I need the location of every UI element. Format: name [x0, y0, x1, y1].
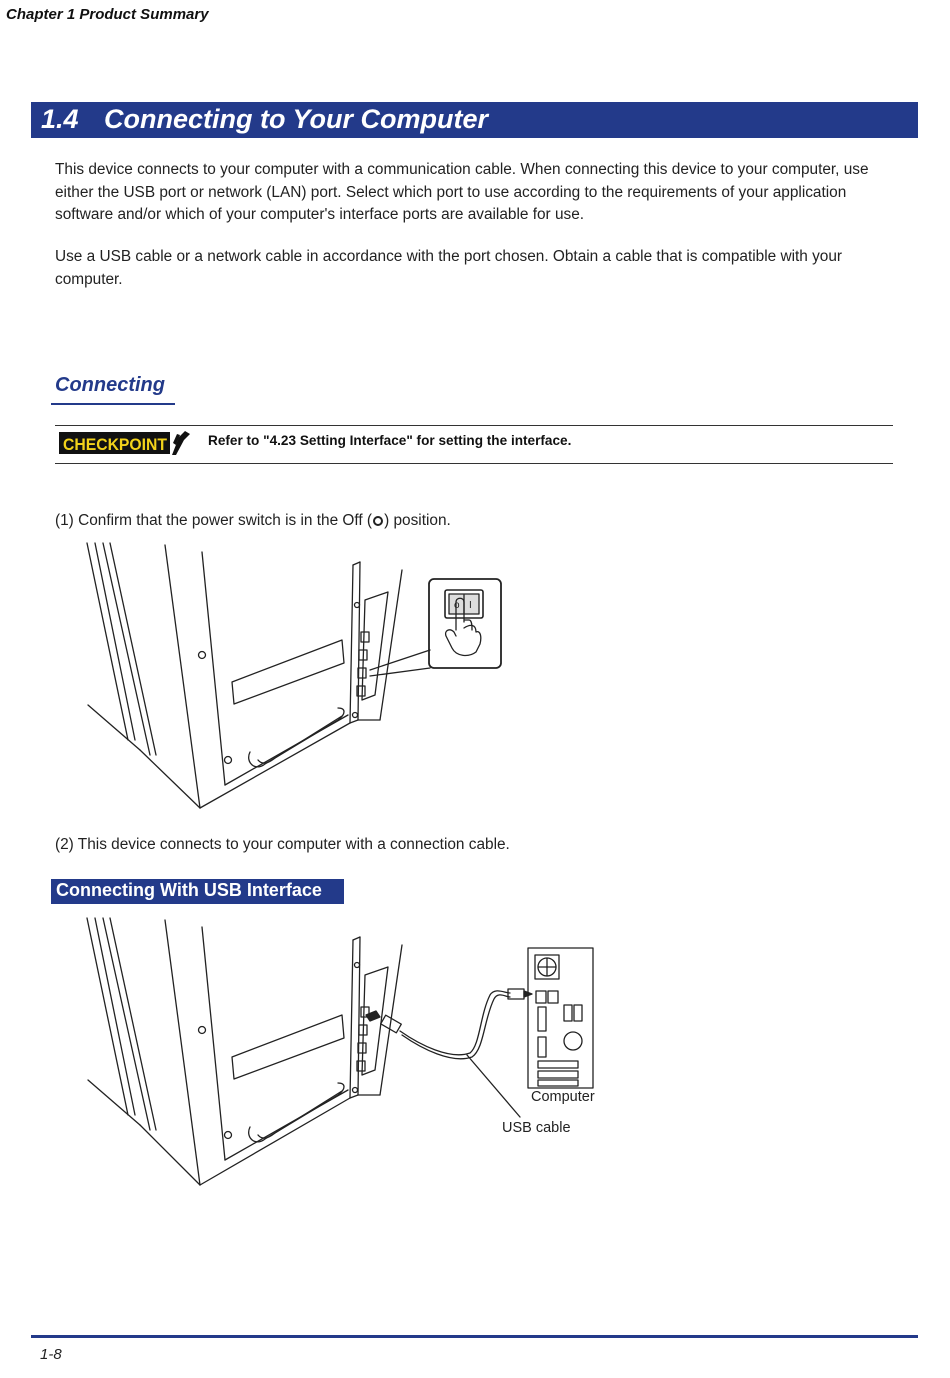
usb-cable-drawing	[366, 989, 532, 1117]
checkpoint-text: Refer to "4.23 Setting Interface" for setting the interface.	[208, 433, 572, 448]
step-2: (2) This device connects to your computer with a connection cable.	[55, 836, 510, 853]
checkpoint-top-rule	[55, 425, 893, 426]
section-number: 1.4	[41, 104, 79, 134]
printer-body-drawing-2	[87, 918, 402, 1185]
section-title-text: Connecting to Your Computer	[104, 104, 488, 134]
step-1-text-b: ) position.	[384, 512, 451, 529]
computer-drawing	[528, 948, 593, 1088]
footer-rule	[31, 1335, 918, 1338]
usb-cable-label: USB cable	[502, 1120, 571, 1136]
checkpoint-badge	[59, 431, 191, 456]
page-number: 1-8	[40, 1346, 62, 1363]
checkpoint-bottom-rule	[55, 463, 893, 464]
usb-connection-illustration	[80, 915, 610, 1190]
step-1	[55, 512, 451, 530]
svg-text:I: I	[469, 600, 472, 611]
step-1-text-a: (1) Confirm that the power switch is in the Off (	[55, 512, 373, 529]
power-switch-illustration	[80, 540, 510, 815]
switch-callout-drawing	[429, 579, 501, 668]
section-title-bar	[31, 102, 918, 138]
connecting-heading: Connecting	[55, 374, 165, 396]
intro-paragraph-1: This device connects to your computer with a communication cable. When connecting this device to your computer, use either the USB port or network (LAN) port. Select which port to use according to the requirements of your application software and/or which of your computer's interface ports are available for use.	[55, 161, 869, 223]
power-off-symbol-icon	[373, 516, 383, 526]
chapter-header: Chapter 1 Product Summary	[6, 6, 209, 23]
computer-label: Computer	[531, 1089, 595, 1105]
printer-body-drawing	[87, 543, 430, 808]
section-title	[41, 104, 488, 135]
intro-paragraph-2: Use a USB cable or a network cable in accordance with the port chosen. Obtain a cable that is compatible with your computer.	[55, 248, 843, 288]
svg-text:o: o	[454, 600, 460, 611]
pencil-icon	[172, 431, 190, 455]
usb-interface-heading	[51, 879, 344, 904]
usb-interface-heading-text: Connecting With USB Interface	[56, 880, 322, 900]
checkpoint-label: CHECKPOINT	[63, 435, 168, 454]
connecting-heading-underline	[51, 403, 175, 405]
